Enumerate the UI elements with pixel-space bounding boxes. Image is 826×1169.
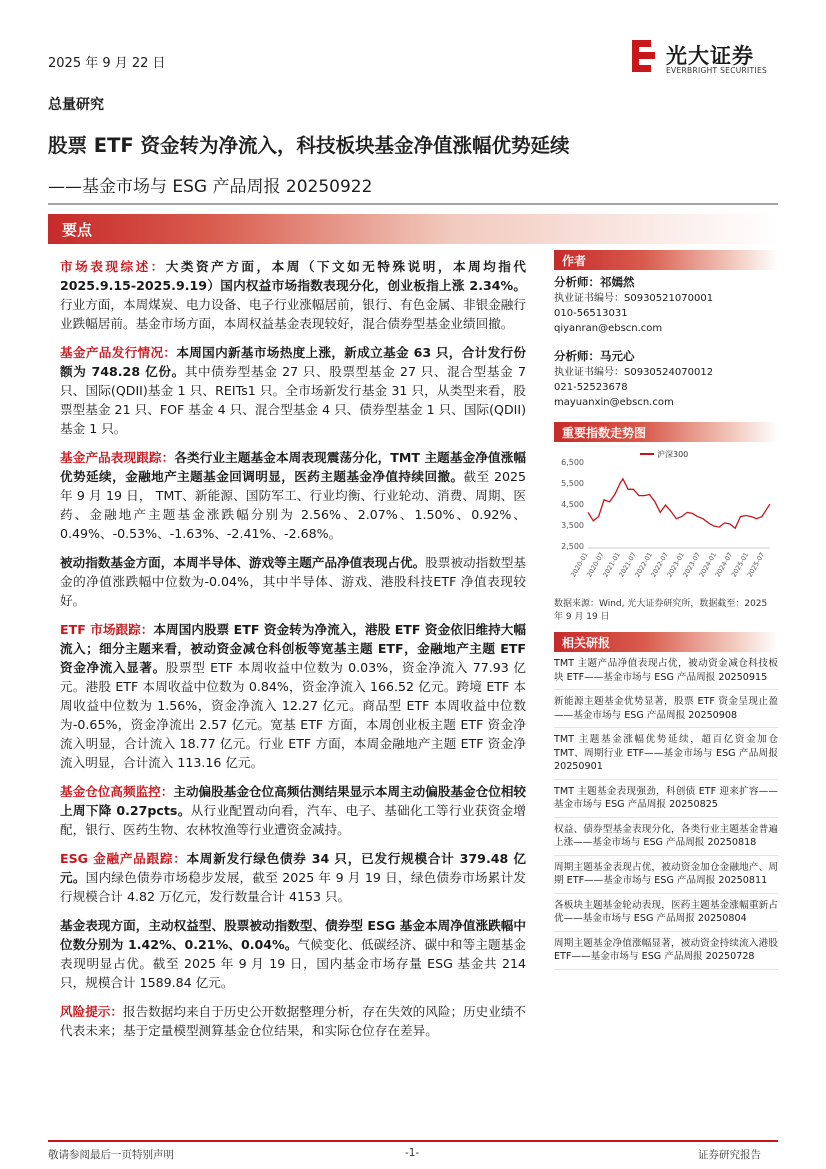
- related-report-link[interactable]: TMT 主题基金涨幅优势延续，超百亿资金加仓 TMT、周期行业 ETF——基金市场与 ESG 产品周报 20250901: [554, 728, 778, 780]
- y-tick-label: 5,500: [561, 479, 584, 488]
- key-point-heading: 风险提示：: [60, 1004, 123, 1019]
- key-point-summary: 本周国内新基市场热度上涨，新成立基金 63 只，合计发行份额为 748.28 亿份。: [60, 345, 527, 379]
- key-point-paragraph: [60, 849, 526, 906]
- key-point-heading: 基金仓位高频监控：: [60, 784, 174, 799]
- key-point-paragraph: [60, 782, 526, 839]
- key-point-summary: 本周新发行绿色债券 34 只，已发行规模合计 379.48 亿元。: [60, 851, 526, 885]
- analyst-phone: 021-52523678: [554, 382, 628, 393]
- analyst-card: [554, 348, 778, 410]
- analyst-email[interactable]: mayuanxin@ebscn.com: [554, 397, 674, 408]
- y-tick-label: 4,500: [561, 500, 584, 509]
- x-tick-label: 2020-01: [569, 551, 590, 579]
- logo-text-en: EVERBRIGHT SECURITIES: [666, 66, 768, 75]
- related-label: 相关研报: [562, 636, 611, 650]
- key-point-summary: 被动指数基金方面，本周半导体、游戏等主题产品净值表现占优。: [60, 555, 426, 570]
- index-trend-chart: [554, 446, 778, 596]
- x-tick-label: 2021-01: [601, 551, 622, 579]
- key-point-heading: 市场表现综述：: [60, 259, 166, 274]
- analyst-phone: 010-56513031: [554, 308, 628, 319]
- keypoints-banner: [48, 214, 778, 244]
- related-report-link[interactable]: 周期主题基金净值涨幅显著，被动资金持续流入港股 ETF——基金市场与 ESG 产品周报 20250728: [554, 932, 778, 970]
- related-reports: [554, 652, 778, 970]
- x-tick-label: 2024-01: [697, 551, 719, 579]
- key-point-heading: ESG 金融产品跟踪：: [60, 851, 187, 866]
- key-point-detail: 气候变化、低碳经济、碳中和等主题基金表现明显占优。截至 2025 年 9 月 19 日，国内基金市场存量 ESG 基金共 214 只，规模合计 1589.84 亿元。: [60, 937, 527, 990]
- key-point-summary: 各类行业主题基金本周表现震荡分化，TMT 主题基金净值涨幅优势延续，金融地产主题基金回调明显，医药主题基金净值持续回撤。: [60, 450, 526, 484]
- key-point-paragraph: [60, 553, 526, 610]
- key-point-detail: 股票型 ETF 本周收益中位数为 0.03%，资金净流入 77.93 亿元。港股 ETF 本周收益中位数为 0.84%，资金净流入 166.52 亿元。跨境 ETF 本周收益中位数为 1.56%，资金净流入 12.27 亿元。商品型 ETF 本周收益中位数为-0.65%，资金净流出 2.57 亿元。宽基 ETF 方面，本周创业板主题 ETF 资金净流入明显，合计流入 18.77 亿元。行业 ETF 方面，本周金融地产主题 ETF 资金净流入明显，合计流入 113.16 亿元。: [60, 660, 526, 770]
- key-point-paragraph: [60, 1002, 526, 1040]
- keypoints-label: 要点: [62, 221, 93, 239]
- footer-divider: [48, 1140, 778, 1142]
- chart-banner: [554, 422, 778, 442]
- chart-source: 数据来源：Wind, 光大证券研究所，数据截至：2025 年 9 月 19 日: [554, 599, 768, 622]
- x-tick-label: 2025-01: [729, 551, 751, 579]
- key-point-detail: 国内绿色债券市场稳步发展，截至 2025 年 9 月 19 日，绿色债券市场累计发行规模合计 4.82 万亿元，发行数量合计 4153 只。: [60, 870, 527, 904]
- logo-text-cn: 光大证券: [666, 44, 754, 68]
- related-report-link[interactable]: 各板块主题基金轮动表现，医药主题基金涨幅重新占优——基金市场与 ESG 产品周报 20250804: [554, 894, 778, 932]
- company-logo: [626, 38, 778, 78]
- x-tick-label: 2022-07: [649, 551, 670, 579]
- analyst-name: 分析师：马元心: [554, 349, 635, 363]
- authors-banner: [554, 250, 778, 270]
- related-report-link[interactable]: TMT 主题基金表现强劲，科创债 ETF 迎来扩容——基金市场与 ESG 产品周报 20250825: [554, 780, 778, 818]
- report-category: 总量研究: [48, 97, 104, 113]
- related-banner: [554, 632, 778, 652]
- key-point-paragraph: [60, 343, 526, 438]
- footer-disclaimer-link[interactable]: 敬请参阅最后一页特别声明: [48, 1149, 174, 1161]
- page-number: -1-: [405, 1147, 420, 1159]
- y-tick-label: 2,500: [561, 542, 584, 551]
- key-point-heading: 基金产品发行情况：: [60, 345, 177, 360]
- related-report-link[interactable]: 新能源主题基金优势显著，股票 ETF 资金呈现止盈——基金市场与 ESG 产品周报 20250908: [554, 690, 778, 728]
- analyst-email[interactable]: qiyanran@ebscn.com: [554, 323, 663, 334]
- sidebar: [554, 250, 778, 970]
- key-point-paragraph: [60, 257, 526, 333]
- authors-label: 作者: [562, 254, 587, 268]
- analyst-cert: 执业证书编号：S0930521070001: [554, 293, 714, 304]
- series-line-hs300: [588, 479, 770, 528]
- key-point-summary: 本周国内股票 ETF 资金转为净流入，港股 ETF 资金依旧维持大幅流入；细分主题来看，被动资金减仓科创板等宽基主题 ETF，金融地产主题 ETF 资金净流入显著。: [60, 622, 526, 675]
- key-point-summary: 基金表现方面，主动权益型、股票被动指数型、债券型 ESG 基金本周净值涨跌幅中位数分别为 1.42%、0.21%、0.04%。: [60, 918, 526, 952]
- key-point-heading: ETF 市场跟踪：: [60, 622, 154, 637]
- legend-label: 沪深300: [657, 450, 689, 459]
- key-point-detail: 其中债券型基金 27 只、股票型基金 27 只、混合型基金 7 只、国际(QDII)基金 1 只、REITs1 只。全市场新发行基金 31 只，从类型来看，股票型基金 21 只、FOF 基金 4 只、混合型基金 4 只、债券型基金 1 只、国际(QDII)基金 1 只。: [60, 364, 526, 436]
- y-tick-label: 3,500: [561, 521, 584, 530]
- logo-mark-icon: [626, 38, 658, 74]
- analyst-cert: 执业证书编号：S0930524070012: [554, 367, 714, 378]
- report-subtitle: ——基金市场与 ESG 产品周报 20250922: [48, 177, 373, 197]
- x-tick-label: 2021-07: [617, 551, 638, 579]
- x-tick-label: 2024-07: [713, 551, 735, 579]
- x-tick-label: 2023-07: [681, 551, 703, 579]
- chart-label: 重要指数走势图: [562, 426, 647, 440]
- report-date: 2025 年 9 月 22 日: [48, 56, 166, 71]
- x-tick-label: 2025-07: [745, 551, 767, 579]
- key-point-paragraph: [60, 448, 526, 543]
- report-title: 股票 ETF 资金转为净流入，科技板块基金净值涨幅优势延续: [48, 134, 570, 157]
- key-point-detail: 股票被动指数型基金的净值涨跌幅中位数为-0.04%，其中半导体、游戏、港股科技ETF 净值表现较好。: [60, 555, 527, 608]
- key-point-summary: 大类资产方面，本周（下文如无特殊说明，本周均指代2025.9.15-2025.9.19）国内权益市场指数表现分化，创业板指上涨 2.34%。: [60, 259, 527, 293]
- key-point-detail: 行业方面，本周煤炭、电力设备、电子行业涨幅居前，银行、有色金属、非银金融行业跌幅居前。基金市场方面，本周权益基金表现较好，混合债券型基金业绩回撤。: [60, 297, 526, 331]
- x-tick-label: 2022-01: [633, 551, 655, 579]
- related-report-link[interactable]: 权益、债券型基金表现分化，各类行业主题基金普遍上涨——基金市场与 ESG 产品周报 20250818: [554, 818, 778, 856]
- key-point-detail: 报告数据均来自于历史公开数据整理分析，存在失效的风险；历史业绩不代表未来；基于定量模型测算基金仓位结果，和实际仓位存在差异。: [60, 1004, 527, 1038]
- x-tick-label: 2023-01: [665, 551, 687, 579]
- analyst-list: [554, 274, 778, 410]
- related-report-link[interactable]: TMT 主题产品净值表现占优，被动资金减仓科技板块 ETF——基金市场与 ESG 产品周报 20250915: [554, 652, 778, 690]
- chart-svg: [554, 446, 778, 596]
- y-tick-label: 6,500: [561, 458, 584, 467]
- key-point-paragraph: [60, 620, 526, 772]
- header-divider: [48, 203, 778, 205]
- footer-report-type: 证券研究报告: [698, 1149, 761, 1161]
- key-point-paragraph: [60, 916, 526, 992]
- key-point-heading: 基金产品表现跟踪：: [60, 450, 175, 465]
- key-point-detail: 截至 2025 年 9 月 19 日， TMT、新能源、国防军工、行业均衡、行业轮动、消费、周期、医药、金融地产主题基金涨跌幅分别为 2.56%、2.07%、1.50%、0.92%、0.49%、-0.53%、-1.63%、-2.41%、-2.68%。: [60, 469, 526, 541]
- analyst-card: [554, 274, 778, 336]
- key-point-detail: 从行业配置动向看，汽车、电子、基础化工等行业获资金增配，银行、医药生物、农林牧渔等行业遭资金减持。: [60, 803, 527, 837]
- key-points-body: [60, 257, 526, 1050]
- related-report-link[interactable]: 周期主题基金表现占优，被动资金加仓金融地产、周期 ETF——基金市场与 ESG 产品周报 20250811: [554, 856, 778, 894]
- analyst-name: 分析师：祁嫣然: [554, 275, 635, 289]
- x-tick-label: 2020-07: [585, 551, 606, 579]
- key-point-summary: 主动偏股基金仓位高频估测结果显示本周主动偏股基金仓位相较上周下降 0.27pcts。: [60, 784, 527, 818]
